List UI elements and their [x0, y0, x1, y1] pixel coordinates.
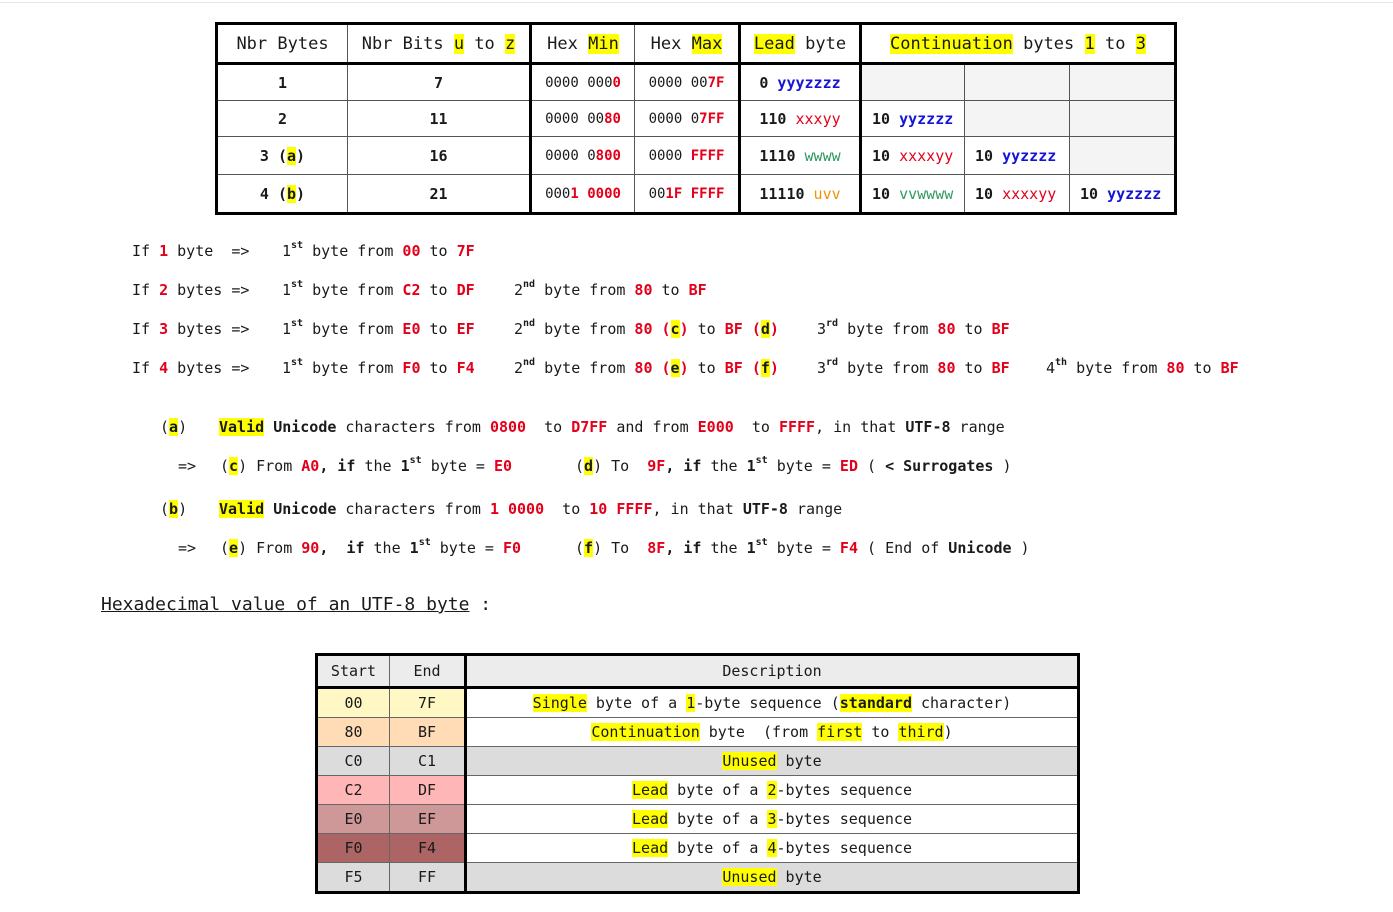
- description-segment: 1: [686, 694, 696, 712]
- cell-cont-3: 10 yyzzzz: [1070, 175, 1176, 214]
- cell-bits: 7: [348, 64, 531, 101]
- note-c-text: (c) From A0, if the 1st byte = E0: [220, 455, 513, 475]
- cell-end: C1: [390, 747, 466, 776]
- cell-cont-3: [1070, 101, 1176, 137]
- rule-4-byte-1: 1st byte from F0 to F4: [282, 357, 475, 377]
- description-segment: first: [817, 723, 863, 741]
- cell-end: FF: [390, 863, 466, 893]
- header-nbr-bytes: Nbr Bytes: [217, 24, 348, 64]
- cell-start: F0: [317, 834, 390, 863]
- cell-hex-min: 0001 0000: [531, 175, 635, 214]
- cell-lead: 1110 wwww: [740, 137, 861, 175]
- description-segment: 3: [767, 810, 777, 828]
- note-a-text: Valid Unicode characters from 0800 to D7FF and from E000 to FFFF, in that UTF-8 range: [219, 418, 1005, 436]
- description-segment: byte of a: [668, 839, 768, 857]
- rule-4-condition: If 4 bytes =>: [132, 359, 250, 377]
- utf8-encoding-table: [215, 22, 1177, 215]
- cell-end: DF: [390, 776, 466, 805]
- description-segment: -byte sequence (: [695, 694, 840, 712]
- rule-2-byte-2: 2nd byte from 80 to BF: [514, 279, 707, 299]
- cell-cont-3: [1070, 137, 1176, 175]
- table-row: [317, 776, 1079, 805]
- cell-end: F4: [390, 834, 466, 863]
- table-row: [217, 137, 1176, 175]
- table-row: [317, 834, 1079, 863]
- header-continuation-bytes: Continuation bytes 1 to 3: [861, 24, 1176, 64]
- header-nbr-bits: Nbr Bits u to z: [348, 24, 531, 64]
- cell-bytes: 1: [217, 64, 348, 101]
- rule-3-byte-1: 1st byte from E0 to EF: [282, 318, 475, 338]
- cell-hex-min: 0000 0000: [531, 64, 635, 101]
- header-start: Start: [317, 655, 390, 688]
- rule-2-byte-1: 1st byte from C2 to DF: [282, 279, 475, 299]
- header-lead-byte: Lead byte: [740, 24, 861, 64]
- header-hex-max: Hex Max: [635, 24, 740, 64]
- cell-start: 00: [317, 688, 390, 718]
- description-segment: Lead: [632, 781, 669, 799]
- cell-cont-1: 10 yyzzzz: [861, 101, 965, 137]
- heading-text: Hexadecimal value of an UTF-8 byte: [101, 594, 470, 615]
- table-header-row: [317, 655, 1079, 688]
- cell-description: [466, 776, 1079, 805]
- rule-1-byte-1: 1st byte from 00 to 7F: [282, 240, 475, 260]
- description-segment: Unused: [722, 868, 777, 886]
- cell-cont-2: 10 xxxxyy: [965, 175, 1070, 214]
- cell-end: BF: [390, 718, 466, 747]
- description-segment: byte of a: [668, 810, 768, 828]
- cell-description: [466, 805, 1079, 834]
- description-segment: character): [911, 694, 1012, 712]
- rule-4-byte-3: 3rd byte from 80 to BF: [817, 357, 1010, 377]
- description-segment: ): [943, 723, 953, 741]
- section-heading: Hexadecimal value of an UTF-8 byte :: [101, 594, 492, 615]
- cell-start: C2: [317, 776, 390, 805]
- cell-end: 7F: [390, 688, 466, 718]
- table-row: [317, 718, 1079, 747]
- cell-description: [466, 863, 1079, 893]
- cell-bits: 11: [348, 101, 531, 137]
- cell-hex-max: 0000 007F: [635, 64, 740, 101]
- cell-lead: 11110 uvv: [740, 175, 861, 214]
- cell-start: C0: [317, 747, 390, 776]
- cell-start: F5: [317, 863, 390, 893]
- table-header-row: [217, 24, 1176, 64]
- cell-start: E0: [317, 805, 390, 834]
- rule-4-byte-4: 4th byte from 80 to BF: [1046, 357, 1239, 377]
- rule-3-byte-2: 2nd byte from 80 (c) to BF (d): [514, 318, 779, 338]
- description-segment: byte of a: [586, 694, 687, 712]
- header-hex-min: Hex Min: [531, 24, 635, 64]
- description-segment: -bytes sequence: [776, 781, 912, 799]
- note-e-text: (e) From 90, if the 1st byte = F0: [220, 537, 522, 557]
- cell-description: [466, 747, 1079, 776]
- description-segment: -bytes sequence: [776, 810, 912, 828]
- note-a-label: (a): [160, 418, 188, 436]
- rule-4-byte-2: 2nd byte from 80 (e) to BF (f): [514, 357, 779, 377]
- rule-2-condition: If 2 bytes =>: [132, 281, 250, 299]
- cell-cont-1: 10 xxxxyy: [861, 137, 965, 175]
- header-end: End: [390, 655, 466, 688]
- description-segment: Lead: [632, 839, 669, 857]
- description-segment: third: [898, 723, 944, 741]
- cell-hex-max: 001F FFFF: [635, 175, 740, 214]
- cell-cont-1: [861, 64, 965, 101]
- table-row: [317, 747, 1079, 776]
- description-segment: standard: [839, 694, 912, 712]
- cell-end: EF: [390, 805, 466, 834]
- table-row: [217, 175, 1176, 214]
- cell-cont-2: 10 yyzzzz: [965, 137, 1070, 175]
- cell-hex-max: 0000 07FF: [635, 101, 740, 137]
- description-segment: byte: [776, 752, 822, 770]
- cell-lead: 110 xxxyy: [740, 101, 861, 137]
- table-row: [217, 101, 1176, 137]
- top-divider: [0, 2, 1393, 3]
- cell-bytes: 3 (a): [217, 137, 348, 175]
- table-row: [317, 688, 1079, 718]
- note-a-arrow: =>: [178, 457, 197, 475]
- utf8-byte-value-table: [315, 653, 1080, 894]
- cell-bytes: 4 (b): [217, 175, 348, 214]
- cell-start: 80: [317, 718, 390, 747]
- table-row: [217, 64, 1176, 101]
- cell-bits: 16: [348, 137, 531, 175]
- description-segment: Single: [532, 694, 587, 712]
- description-segment: 2: [767, 781, 777, 799]
- note-b-arrow: =>: [178, 539, 197, 557]
- note-d-text: (d) To 9F, if the 1st byte = ED ( < Surrogates ): [575, 455, 1012, 475]
- description-segment: Lead: [632, 810, 669, 828]
- header-description: Description: [466, 655, 1079, 688]
- note-b-label: (b): [160, 500, 188, 518]
- cell-cont-2: [965, 101, 1070, 137]
- rule-3-byte-3: 3rd byte from 80 to BF: [817, 318, 1010, 338]
- description-segment: byte of a: [668, 781, 768, 799]
- description-segment: 4: [767, 839, 777, 857]
- table-row: [317, 863, 1079, 893]
- description-segment: byte: [776, 868, 822, 886]
- rule-3-condition: If 3 bytes =>: [132, 320, 250, 338]
- cell-description: [466, 834, 1079, 863]
- note-f-text: (f) To 8F, if the 1st byte = F4 ( End of Unicode ): [575, 537, 1030, 557]
- cell-lead: 0 yyyzzzz: [740, 64, 861, 101]
- cell-bytes: 2: [217, 101, 348, 137]
- rule-1-condition: If 1 byte =>: [132, 242, 250, 260]
- cell-hex-min: 0000 0080: [531, 101, 635, 137]
- description-segment: to: [862, 723, 899, 741]
- cell-hex-max: 0000 FFFF: [635, 137, 740, 175]
- cell-hex-min: 0000 0800: [531, 137, 635, 175]
- description-segment: byte (from: [699, 723, 818, 741]
- cell-cont-3: [1070, 64, 1176, 101]
- cell-bits: 21: [348, 175, 531, 214]
- description-segment: -bytes sequence: [776, 839, 912, 857]
- description-segment: Unused: [722, 752, 777, 770]
- cell-description: [466, 688, 1079, 718]
- cell-cont-2: [965, 64, 1070, 101]
- description-segment: Continuation: [591, 723, 700, 741]
- table-row: [317, 805, 1079, 834]
- cell-cont-1: 10 vvwwww: [861, 175, 965, 214]
- note-b-text: Valid Unicode characters from 1 0000 to 10 FFFF, in that UTF-8 range: [219, 500, 843, 518]
- cell-description: [466, 718, 1079, 747]
